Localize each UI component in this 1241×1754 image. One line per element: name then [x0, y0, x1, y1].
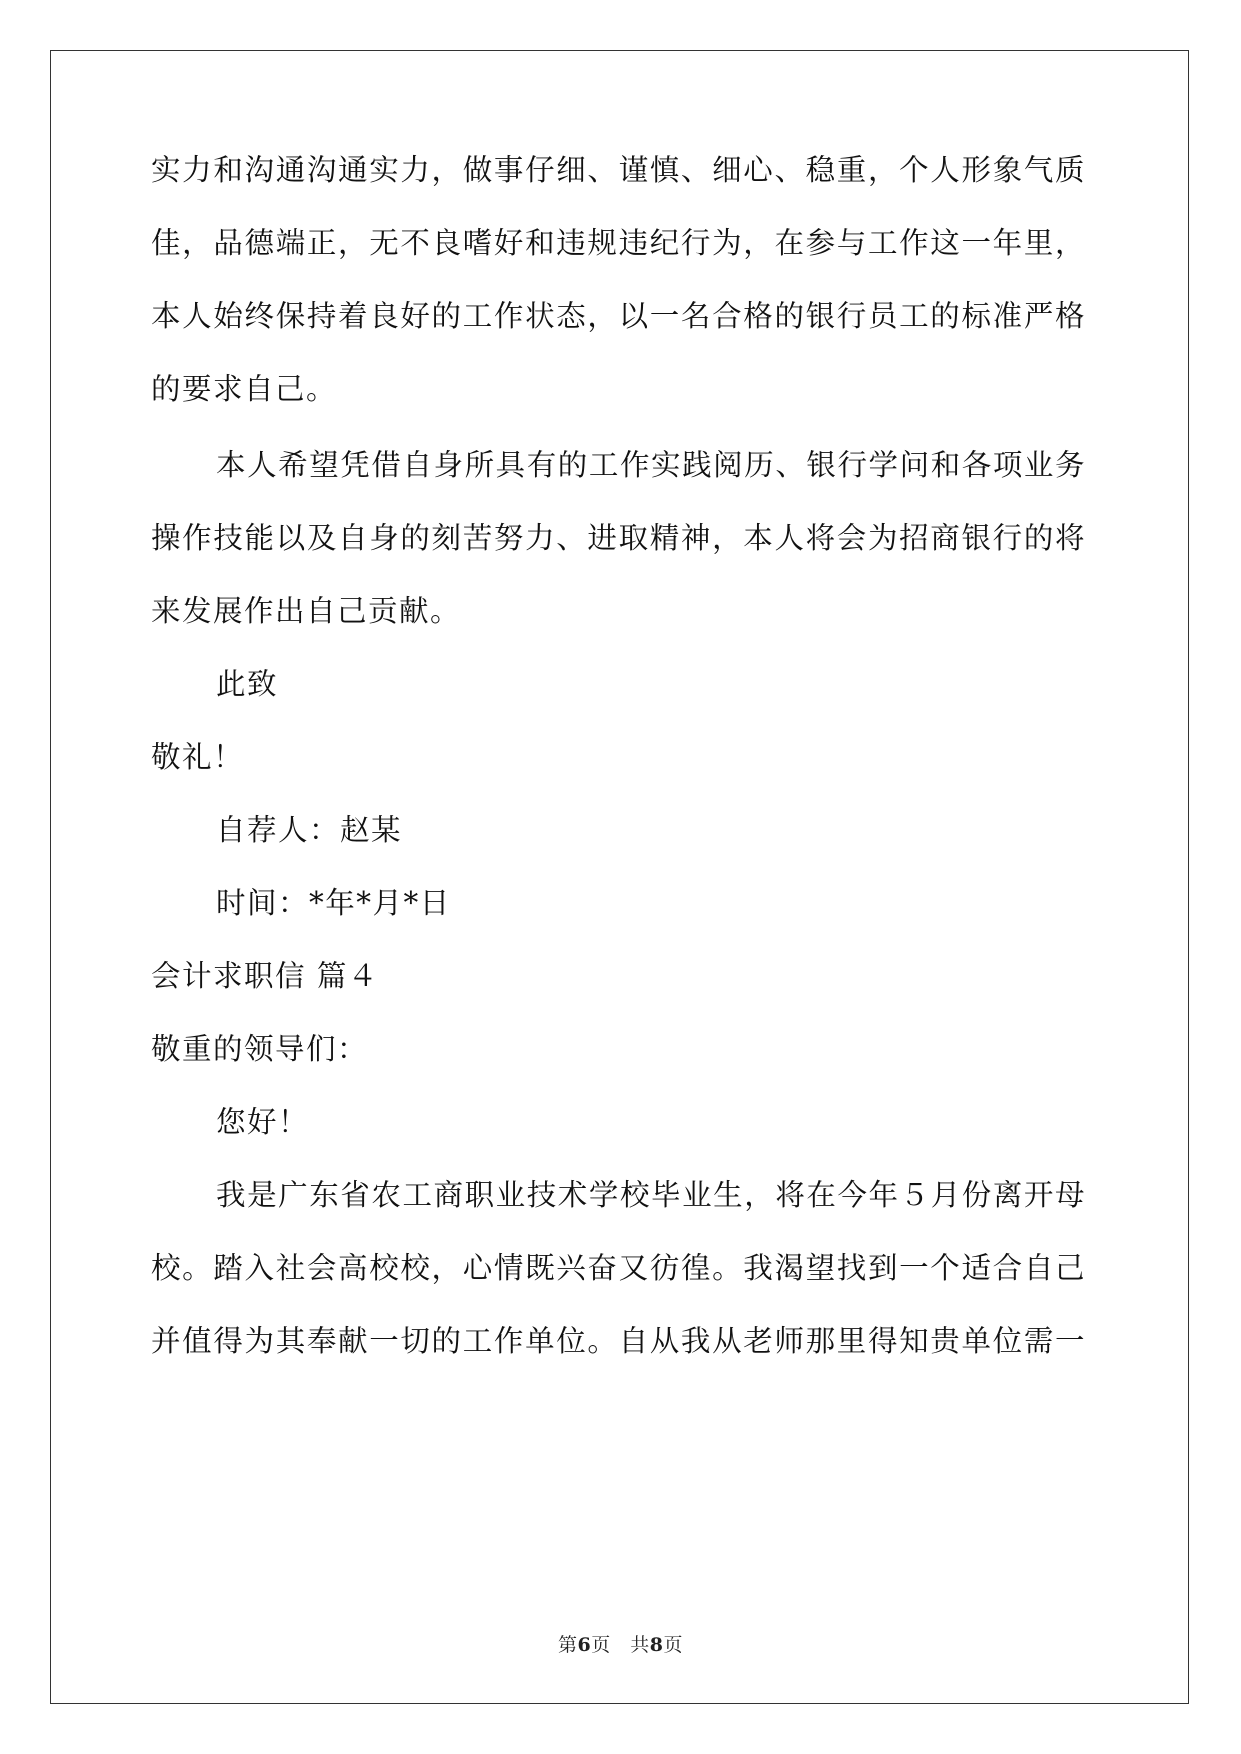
- footer-suffix: 页: [663, 1634, 683, 1656]
- greeting-line: 敬重的领导们：: [151, 1032, 369, 1066]
- signature-line: 自荐人：赵某: [216, 813, 403, 847]
- body-line-5: 本人希望凭借自身所具有的工作实践阅历、银行学问和各项业务: [216, 448, 1086, 482]
- body-line-16: 校。踏入社会高校校，心情既兴奋又彷徨。我渴望找到一个适合自己: [151, 1251, 1086, 1285]
- body-line-3: 本人始终保持着良好的工作状态，以一名合格的银行员工的标准严格: [151, 299, 1086, 333]
- body-line-17: 并值得为其奉献一切的工作单位。自从我从老师那里得知贵单位需一: [151, 1324, 1086, 1358]
- body-line-7: 来发展作出自己贡献。: [151, 594, 462, 628]
- body-line-6: 操作技能以及自身的刻苦努力、进取精神，本人将会为招商银行的将: [151, 521, 1086, 555]
- body-line-1: 实力和沟通沟通实力，做事仔细、谨慎、细心、稳重，个人形象气质: [151, 153, 1086, 187]
- footer-current-page: 6: [577, 1634, 592, 1656]
- page-footer: [0, 1630, 1241, 1657]
- footer-prefix: 第: [557, 1634, 578, 1656]
- footer-mid: 页 共: [591, 1634, 650, 1656]
- body-line-4: 的要求自己。: [151, 372, 338, 406]
- closing-regards: 敬礼！: [151, 740, 245, 774]
- body-line-15: 我是广东省农工商职业技术学校毕业生，将在今年５月份离开母: [216, 1178, 1086, 1212]
- date-line: 时间：*年*月*日: [216, 886, 451, 920]
- body-line-2: 佳，品德端正，无不良嗜好和违规违纪行为，在参与工作这一年里，: [151, 226, 1086, 260]
- closing-salutation: 此致: [216, 667, 279, 701]
- hello-line: 您好！: [216, 1105, 310, 1139]
- section-heading: 会计求职信 篇４: [151, 959, 379, 993]
- footer-total-pages: 8: [649, 1634, 664, 1656]
